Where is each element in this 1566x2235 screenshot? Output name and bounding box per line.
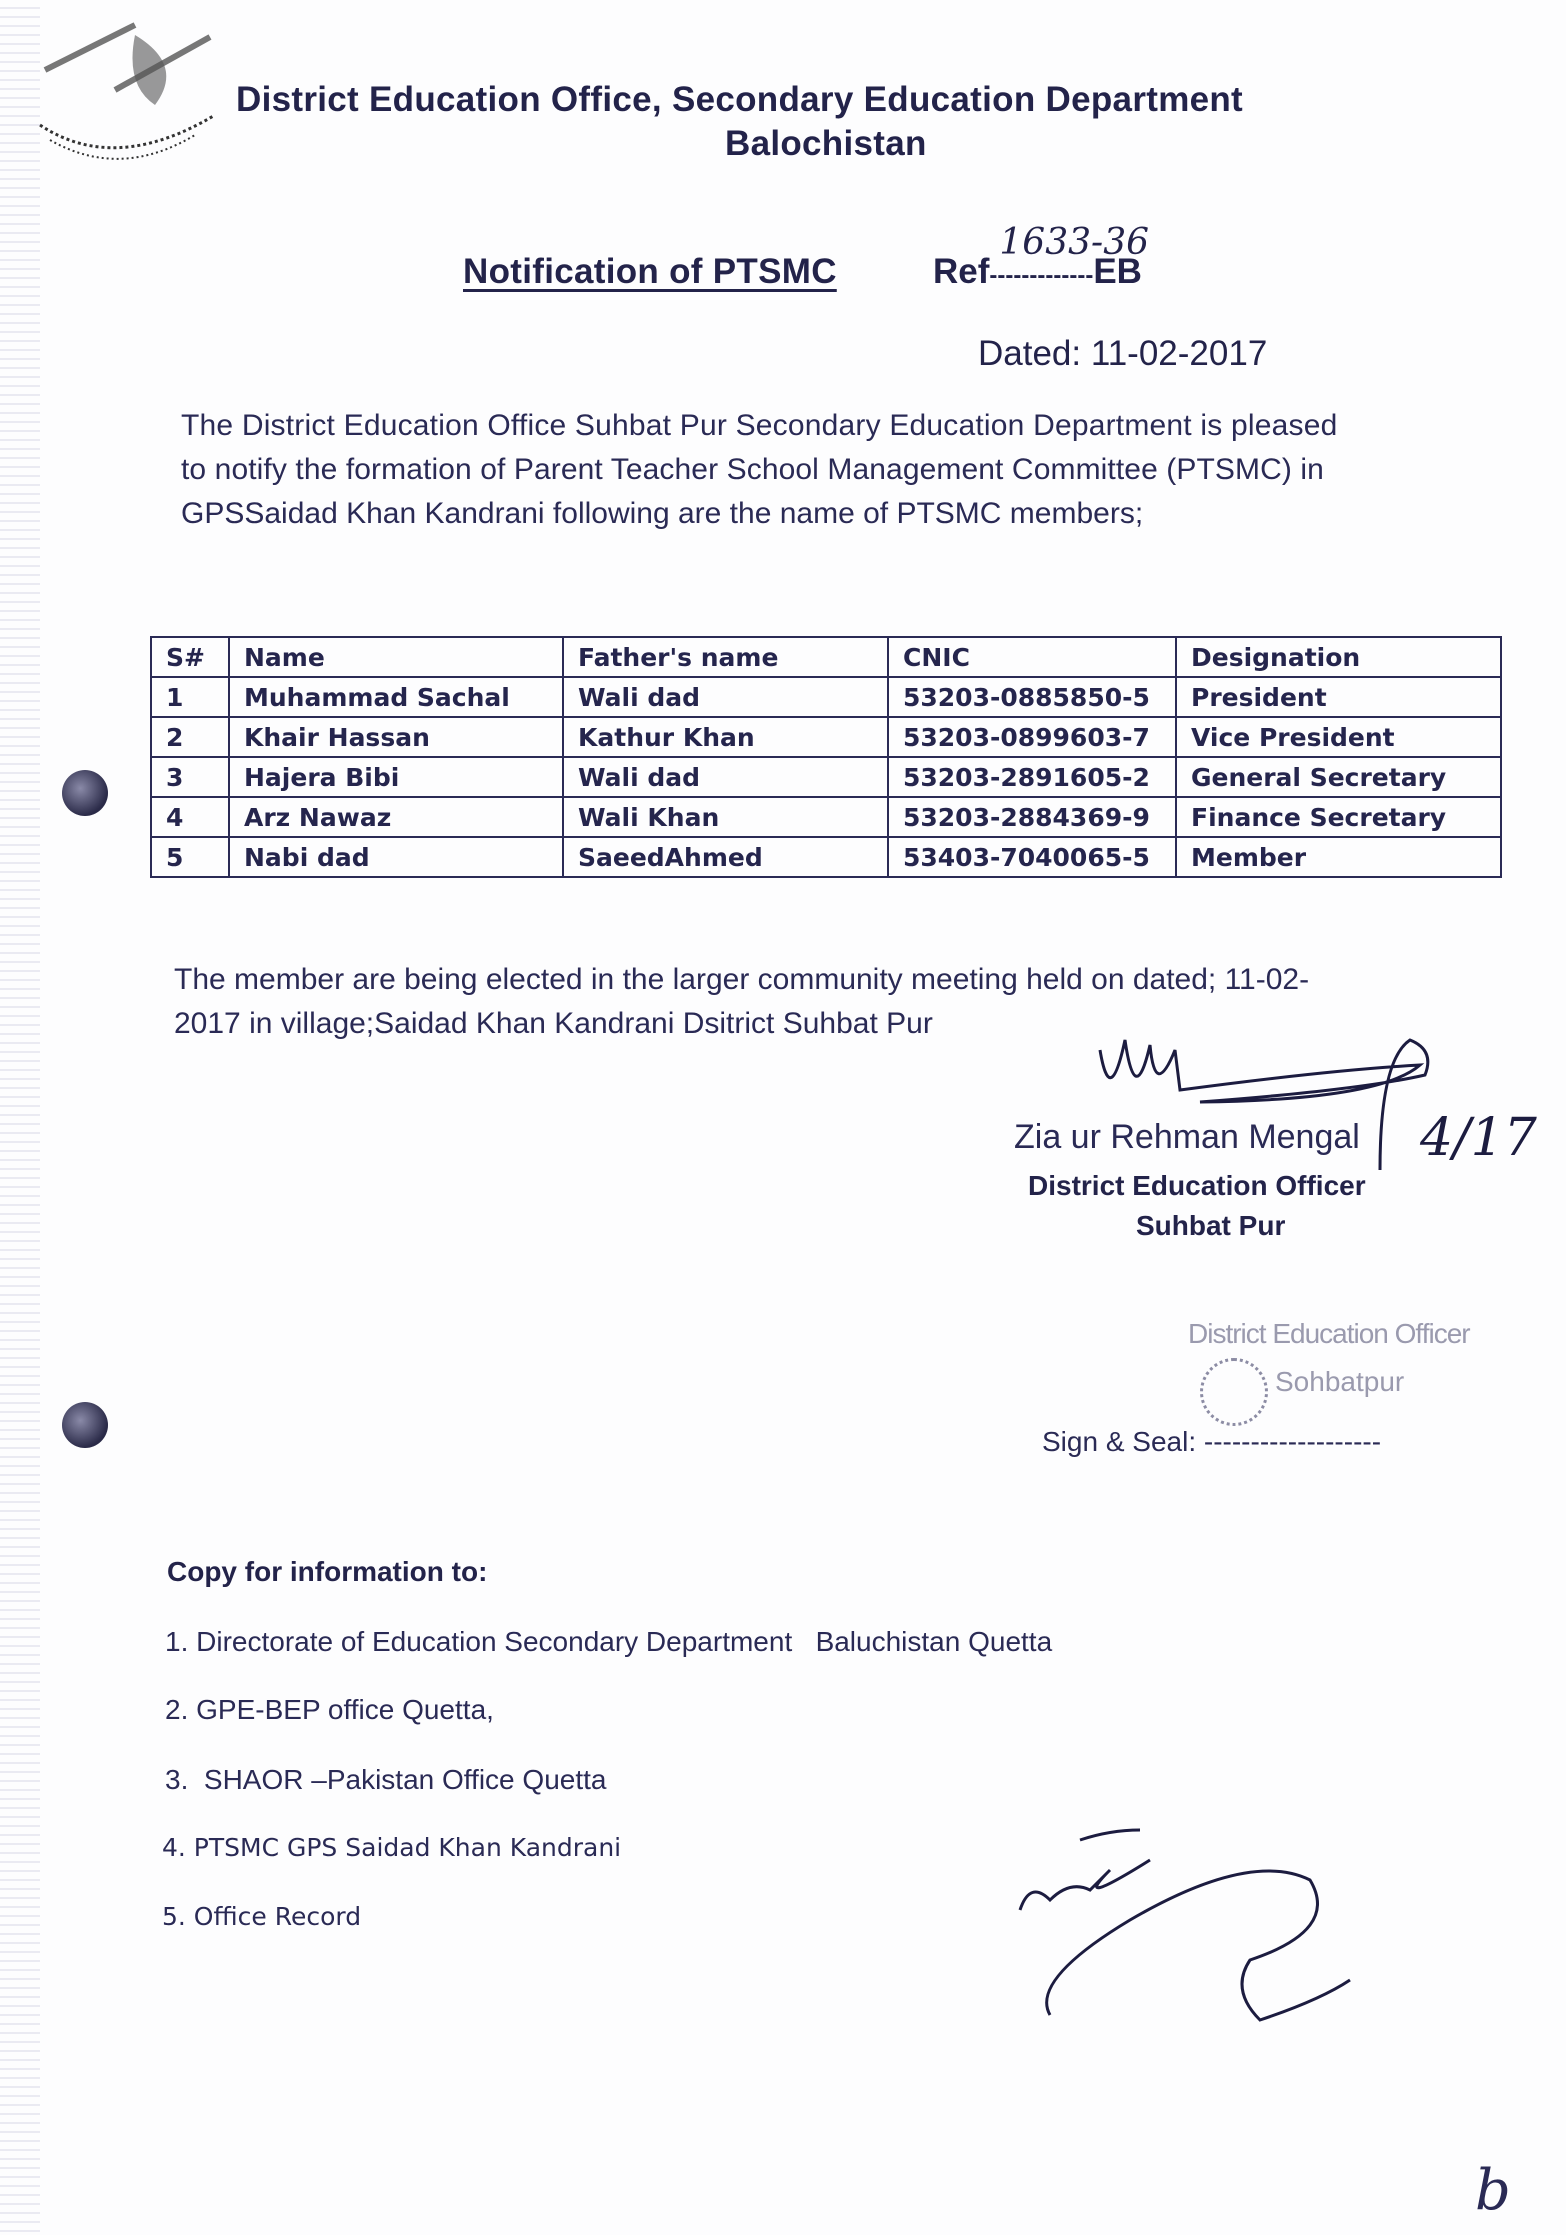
copy-item: 4. PTSMC GPS Saidad Khan Kandrani: [162, 1833, 622, 1862]
cell: Finance Secretary: [1176, 797, 1501, 837]
cell: 53203-0885850-5: [888, 677, 1176, 717]
handwritten-date: 4/17: [1420, 1108, 1537, 1168]
cell: 4: [151, 797, 229, 837]
election-line: The member are being elected in the larger community meeting held on dated; 11-02-: [174, 963, 1310, 996]
cell: 53203-0899603-7: [888, 717, 1176, 757]
cell: Wali dad: [563, 677, 888, 717]
sign-seal-label: Sign & Seal: -------------------: [1042, 1426, 1382, 1457]
reference: [933, 222, 1149, 292]
cell: 1: [151, 677, 229, 717]
ref-prefix: Ref: [933, 252, 990, 291]
dated: Dated: 11-02-2017: [978, 334, 1268, 373]
cell: Kathur Khan: [563, 717, 888, 757]
stamp-circle: [1200, 1358, 1268, 1426]
cell: Muhammad Sachal: [229, 677, 563, 717]
cell: President: [1176, 677, 1501, 717]
intro-line: The District Education Office Suhbat Pur Secondary Education Department is pleased: [181, 409, 1338, 442]
ref-dashes: -------------: [989, 262, 1094, 289]
table-row: [151, 757, 1501, 797]
table-row: [151, 677, 1501, 717]
header-sno: S#: [151, 637, 229, 677]
cell: Nabi dad: [229, 837, 563, 877]
cell: SaeedAhmed: [563, 837, 888, 877]
intro-line: to notify the formation of Parent Teacher School Management Committee (PTSMC) in: [181, 453, 1324, 486]
punch-hole: [62, 770, 108, 816]
cell: Arz Nawaz: [229, 797, 563, 837]
cell: Wali dad: [563, 757, 888, 797]
intro-line: GPSSaidad Khan Kandrani following are the name of PTSMC members;: [181, 497, 1144, 530]
page-mark: b: [1475, 2158, 1511, 2223]
intro-paragraph: [181, 404, 1337, 536]
cell: Wali Khan: [563, 797, 888, 837]
table-row: [151, 717, 1501, 757]
ref-suffix: EB: [1093, 252, 1142, 291]
table-header-row: [151, 637, 1501, 677]
cell: 53203-2884369-9: [888, 797, 1176, 837]
table-row: [151, 837, 1501, 877]
initials-drawing: [1010, 1820, 1370, 2040]
signatory-place: Suhbat Pur: [1136, 1210, 1286, 1241]
punch-hole: [62, 1402, 108, 1448]
cell: General Secretary: [1176, 757, 1501, 797]
cell: 3: [151, 757, 229, 797]
cell: 53203-2891605-2: [888, 757, 1176, 797]
copy-item: 3. SHAOR –Pakistan Office Quetta: [165, 1764, 607, 1795]
cell: 5: [151, 837, 229, 877]
stamp-line2: Sohbatpur: [1275, 1366, 1405, 1397]
scan-edge-noise: [0, 0, 40, 2235]
members-table: [150, 636, 1502, 878]
copy-item: 5. Office Record: [162, 1902, 362, 1931]
signatory-title: District Education Officer: [1028, 1170, 1366, 1201]
table-row: [151, 797, 1501, 837]
header-line2: Balochistan: [725, 124, 927, 163]
signatory-name: Zia ur Rehman Mengal: [1014, 1118, 1360, 1156]
cell: 2: [151, 717, 229, 757]
header-cnic: CNIC: [888, 637, 1176, 677]
header-designation: Designation: [1176, 637, 1501, 677]
cell: Khair Hassan: [229, 717, 563, 757]
copy-item: 1. Directorate of Education Secondary Department Baluchistan Quetta: [165, 1626, 1053, 1657]
cell: Vice President: [1176, 717, 1501, 757]
header-name: Name: [229, 637, 563, 677]
cell: Hajera Bibi: [229, 757, 563, 797]
election-line: 2017 in village;Saidad Khan Kandrani Dsitrict Suhbat Pur: [174, 1007, 933, 1040]
cell: 53403-7040065-5: [888, 837, 1176, 877]
header-father: Father's name: [563, 637, 888, 677]
government-logo: [25, 15, 225, 165]
notification-title: Notification of PTSMC: [463, 252, 837, 291]
cell: Member: [1176, 837, 1501, 877]
copy-item: 2. GPE-BEP office Quetta,: [165, 1694, 494, 1725]
copy-heading: Copy for information to:: [167, 1556, 488, 1587]
ref-number-handwritten: 1633-36: [999, 222, 1149, 263]
stamp-line1: District Education Officer: [1188, 1318, 1470, 1349]
header-line1: District Education Office, Secondary Education Department: [236, 80, 1244, 119]
